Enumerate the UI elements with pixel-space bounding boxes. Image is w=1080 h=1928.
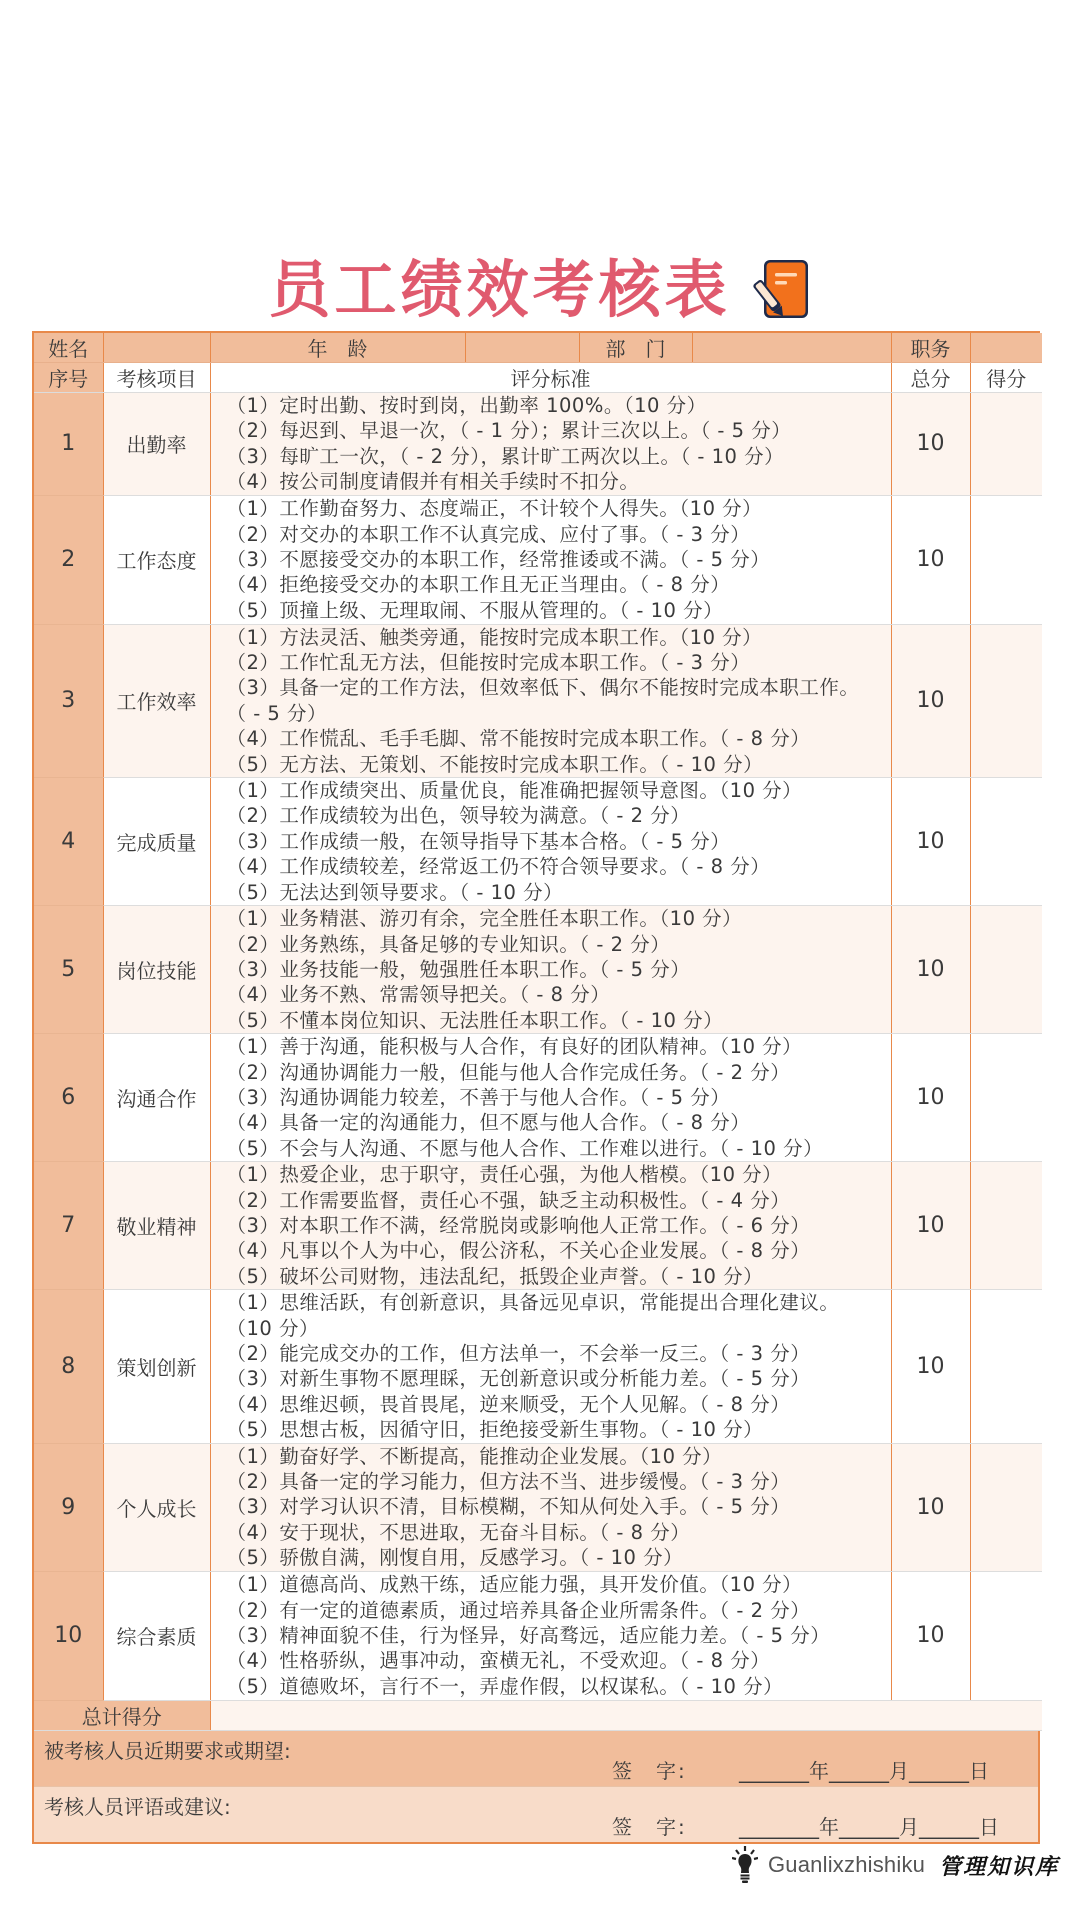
scoring-criteria [210,1162,891,1290]
expectations-date-line[interactable]: _______年______月______日 [739,1758,989,1783]
row-number: 9 [34,1443,103,1571]
page-title: 员工绩效考核表 [268,253,731,326]
expectations-label: 被考核人员近期要求或期望: [44,1738,291,1763]
criteria-line: （3）对本职工作不满，经常脱岗或影响他人正常工作。（ - 6 分） [226,1213,811,1237]
criteria-line: （10 分） [226,1316,320,1340]
brand-name-chinese: 管理知识库 [939,1853,1060,1880]
criteria-line: （1）工作成绩突出、质量优良，能准确把握领导意图。（10 分） [226,779,803,803]
brand-footer [732,1845,1059,1885]
score-field[interactable] [970,393,1042,496]
score-field[interactable] [970,1290,1042,1443]
criteria-line: （4）工作成绩较差，经常返工仍不符合领导要求。（ - 8 分） [226,855,771,879]
col-header-criteria: 评分标准 [210,363,891,393]
scoring-criteria [210,1571,891,1700]
criteria-line: （5）顶撞上级、无理取闹、不服从管理的。（ - 10 分） [226,598,724,622]
reviewer-comments-label: 考核人员评语或建议: [44,1794,231,1819]
assessment-item: 工作效率 [103,624,210,777]
criteria-line: （1）业务精湛、游刃有余，完全胜任本职工作。（10 分） [226,907,743,931]
name-field[interactable] [103,333,210,363]
appraisal-form [32,331,1040,1844]
criteria-line: （1）思维活跃，有创新意识，具备远见卓识，常能提出合理化建议。 [226,1291,840,1315]
criteria-line: （3）精神面貌不佳，行为怪异，好高骛远，适应能力差。（ - 5 分） [226,1623,831,1647]
assessment-item: 综合素质 [103,1571,210,1700]
criteria-line: （5）骄傲自满，刚愎自用，反感学习。（ - 10 分） [226,1546,684,1570]
criteria-rows [34,393,1042,1701]
assessment-item: 敬业精神 [103,1162,210,1290]
score-field[interactable] [970,1443,1042,1571]
score-field[interactable] [970,778,1042,906]
criteria-line: （2）具备一定的学习能力，但方法不当、进步缓慢。（ - 3 分） [226,1470,791,1494]
criteria-line: （3）对学习认识不清，目标模糊，不知从何处入手。（ - 5 分） [226,1495,791,1519]
criteria-line: （2）工作需要监督，责任心不强，缺乏主动积极性。（ - 4 分） [226,1188,791,1212]
score-field[interactable] [970,906,1042,1034]
full-score: 10 [891,778,970,906]
criteria-line: （1）热爱企业，忠于职守，责任心强，为他人楷模。（10 分） [226,1163,783,1187]
table-row [34,1443,1042,1571]
table-row [34,1034,1042,1162]
full-score: 10 [891,1571,970,1700]
full-score: 10 [891,393,970,496]
table-row [34,495,1042,624]
assessment-item: 策划创新 [103,1290,210,1443]
col-header-item: 考核项目 [103,363,210,393]
criteria-line: （5）不懂本岗位知识、无法胜任本职工作。（ - 10 分） [226,1008,724,1032]
scoring-criteria [210,778,891,906]
appraisal-table [34,333,1042,1731]
score-field[interactable] [970,1571,1042,1700]
lightbulb-icon [732,1846,758,1884]
table-row [34,1290,1042,1443]
scoring-criteria [210,1443,891,1571]
scoring-criteria [210,624,891,777]
scoring-criteria [210,1034,891,1162]
row-number: 3 [34,624,103,777]
criteria-line: （4）安于现状，不思进取，无奋斗目标。（ - 8 分） [226,1520,691,1544]
row-number: 2 [34,495,103,624]
criteria-line: （5）道德败坏，言行不一，弄虚作假，以权谋私。（ - 10 分） [226,1674,784,1698]
assessment-item: 出勤率 [103,393,210,496]
row-number: 4 [34,778,103,906]
assessment-item: 岗位技能 [103,906,210,1034]
full-score: 10 [891,906,970,1034]
reviewer-comments-section[interactable] [34,1787,1038,1842]
col-header-no: 序号 [34,363,103,393]
criteria-line: （1）定时出勤、按时到岗，出勤率 100%。（10 分） [226,394,707,417]
criteria-line: （2）工作忙乱无方法，但能按时完成本职工作。（ - 3 分） [226,651,751,675]
age-field[interactable] [465,333,579,363]
row-number: 1 [34,393,103,496]
criteria-line: （4）按公司制度请假并有相关手续时不扣分。 [226,470,640,494]
assessment-item: 个人成长 [103,1443,210,1571]
criteria-line: （2）工作成绩较为出色，领导较为满意。（ - 2 分） [226,804,691,828]
notebook-pencil-icon [750,257,812,323]
column-header-row [34,363,1042,393]
assessment-item: 沟通合作 [103,1034,210,1162]
criteria-line: （2）能完成交办的工作，但方法单一，不会举一反三。（ - 3 分） [226,1342,811,1365]
table-row [34,393,1042,496]
score-field[interactable] [970,1162,1042,1290]
criteria-line: （5）破坏公司财物，违法乱纪，抵毁企业声誉。（ - 10 分） [226,1264,764,1288]
criteria-line: （2）有一定的道德素质，通过培养具备企业所需条件。（ - 2 分） [226,1598,811,1622]
assessment-item: 完成质量 [103,778,210,906]
criteria-line: （3）每旷工一次，（ - 2 分），累计旷工两次以上。（ - 10 分） [226,444,785,468]
criteria-line: （2）沟通协调能力一般，但能与他人合作完成任务。（ - 2 分） [226,1060,791,1084]
row-number: 7 [34,1162,103,1290]
row-number: 6 [34,1034,103,1162]
criteria-line: （1）方法灵活、触类旁通，能按时完成本职工作。（10 分） [226,625,763,649]
criteria-line: （1）勤奋好学、不断提高，能推动企业发展。（10 分） [226,1444,723,1468]
criteria-line: （4）凡事以个人为中心，假公济私，不关心企业发展。（ - 8 分） [226,1239,811,1263]
reviewer-date-line[interactable]: ________年______月______日 [739,1814,999,1839]
department-label: 部 门 [579,333,692,363]
total-label: 总计得分 [34,1700,210,1730]
criteria-line: （4）拒绝接受交办的本职工作且无正当理由。（ - 8 分） [226,573,731,597]
criteria-line: （1）善于沟通，能积极与人合作，有良好的团队精神。（10 分） [226,1035,803,1059]
scoring-criteria [210,393,891,496]
criteria-line: （ - 5 分） [226,701,328,725]
age-label: 年 龄 [210,333,465,363]
expectations-section[interactable] [34,1731,1038,1787]
criteria-line: （5）不会与人沟通、不愿与他人合作、工作难以进行。（ - 10 分） [226,1136,824,1160]
criteria-line: （4）思维迟顿，畏首畏尾，逆来顺受，无个人见解。（ - 8 分） [226,1392,791,1416]
criteria-line: （3）沟通协调能力较差，不善于与他人合作。（ - 5 分） [226,1085,731,1109]
table-row [34,624,1042,777]
row-number: 10 [34,1571,103,1700]
criteria-line: （4）具备一定的沟通能力，但不愿与他人合作。（ - 8 分） [226,1111,751,1135]
criteria-line: （4）业务不熟、常需领导把关。（ - 8 分） [226,983,611,1007]
full-score: 10 [891,624,970,777]
row-number: 8 [34,1290,103,1443]
criteria-line: （2）业务熟练，具备足够的专业知识。（ - 2 分） [226,932,671,956]
position-field[interactable] [970,333,1042,363]
criteria-line: （2）对交办的本职工作不认真完成、应付了事。（ - 3 分） [226,522,751,546]
criteria-line: （5）无法达到领导要求。（ - 10 分） [226,880,564,904]
brand-name-english: Guanlixzhishiku [768,1852,926,1877]
scoring-criteria [210,1290,891,1443]
criteria-line: （5）思想古板，因循守旧，拒绝接受新生事物。（ - 10 分） [226,1418,764,1442]
criteria-line: （1）道德高尚、成熟干练，适应能力强，具开发价值。（10 分） [226,1573,803,1597]
criteria-line: （1）工作勤奋努力、态度端正，不计较个人得失。（10 分） [226,497,763,521]
assessment-item: 工作态度 [103,495,210,624]
col-header-full-score: 总分 [891,363,970,393]
department-field[interactable] [692,333,891,363]
name-label: 姓名 [34,333,103,363]
full-score: 10 [891,495,970,624]
criteria-line: （3）不愿接受交办的本职工作，经常推诿或不满。（ - 5 分） [226,547,771,571]
criteria-line: （2）每迟到、早退一次，（ - 1 分）；累计三次以上。（ - 5 分） [226,419,792,443]
position-label: 职务 [891,333,970,363]
table-row [34,1162,1042,1290]
table-row [34,906,1042,1034]
criteria-line: （4）工作慌乱、毛手毛脚、常不能按时完成本职工作。（ - 8 分） [226,727,811,751]
expectations-signature-label: 签 字: [612,1758,687,1783]
criteria-line: （3）对新生事物不愿理睬，无创新意识或分析能力差。（ - 5 分） [226,1367,811,1391]
info-row [34,333,1042,363]
criteria-line: （3）业务技能一般，勉强胜任本职工作。（ - 5 分） [226,957,691,981]
criteria-line: （4）性格骄纵，遇事冲动，蛮横无礼，不受欢迎。（ - 8 分） [226,1649,771,1673]
criteria-line: （3）具备一定的工作方法，但效率低下、偶尔不能按时完成本职工作。 [226,676,860,700]
row-number: 5 [34,906,103,1034]
table-row [34,1571,1042,1700]
title-area [0,250,1080,330]
criteria-line: （3）工作成绩一般，在领导指导下基本合格。（ - 5 分） [226,829,731,853]
full-score: 10 [891,1034,970,1162]
score-field[interactable] [970,624,1042,777]
scoring-criteria [210,906,891,1034]
total-row [34,1700,1042,1730]
score-field[interactable] [970,495,1042,624]
scoring-criteria [210,495,891,624]
table-row [34,778,1042,906]
score-field[interactable] [970,1034,1042,1162]
total-score-field[interactable] [210,1700,1042,1730]
full-score: 10 [891,1443,970,1571]
criteria-line: （5）无方法、无策划、不能按时完成本职工作。（ - 10 分） [226,752,764,776]
full-score: 10 [891,1290,970,1443]
reviewer-signature-label: 签 字: [612,1814,687,1839]
full-score: 10 [891,1162,970,1290]
col-header-score: 得分 [970,363,1042,393]
